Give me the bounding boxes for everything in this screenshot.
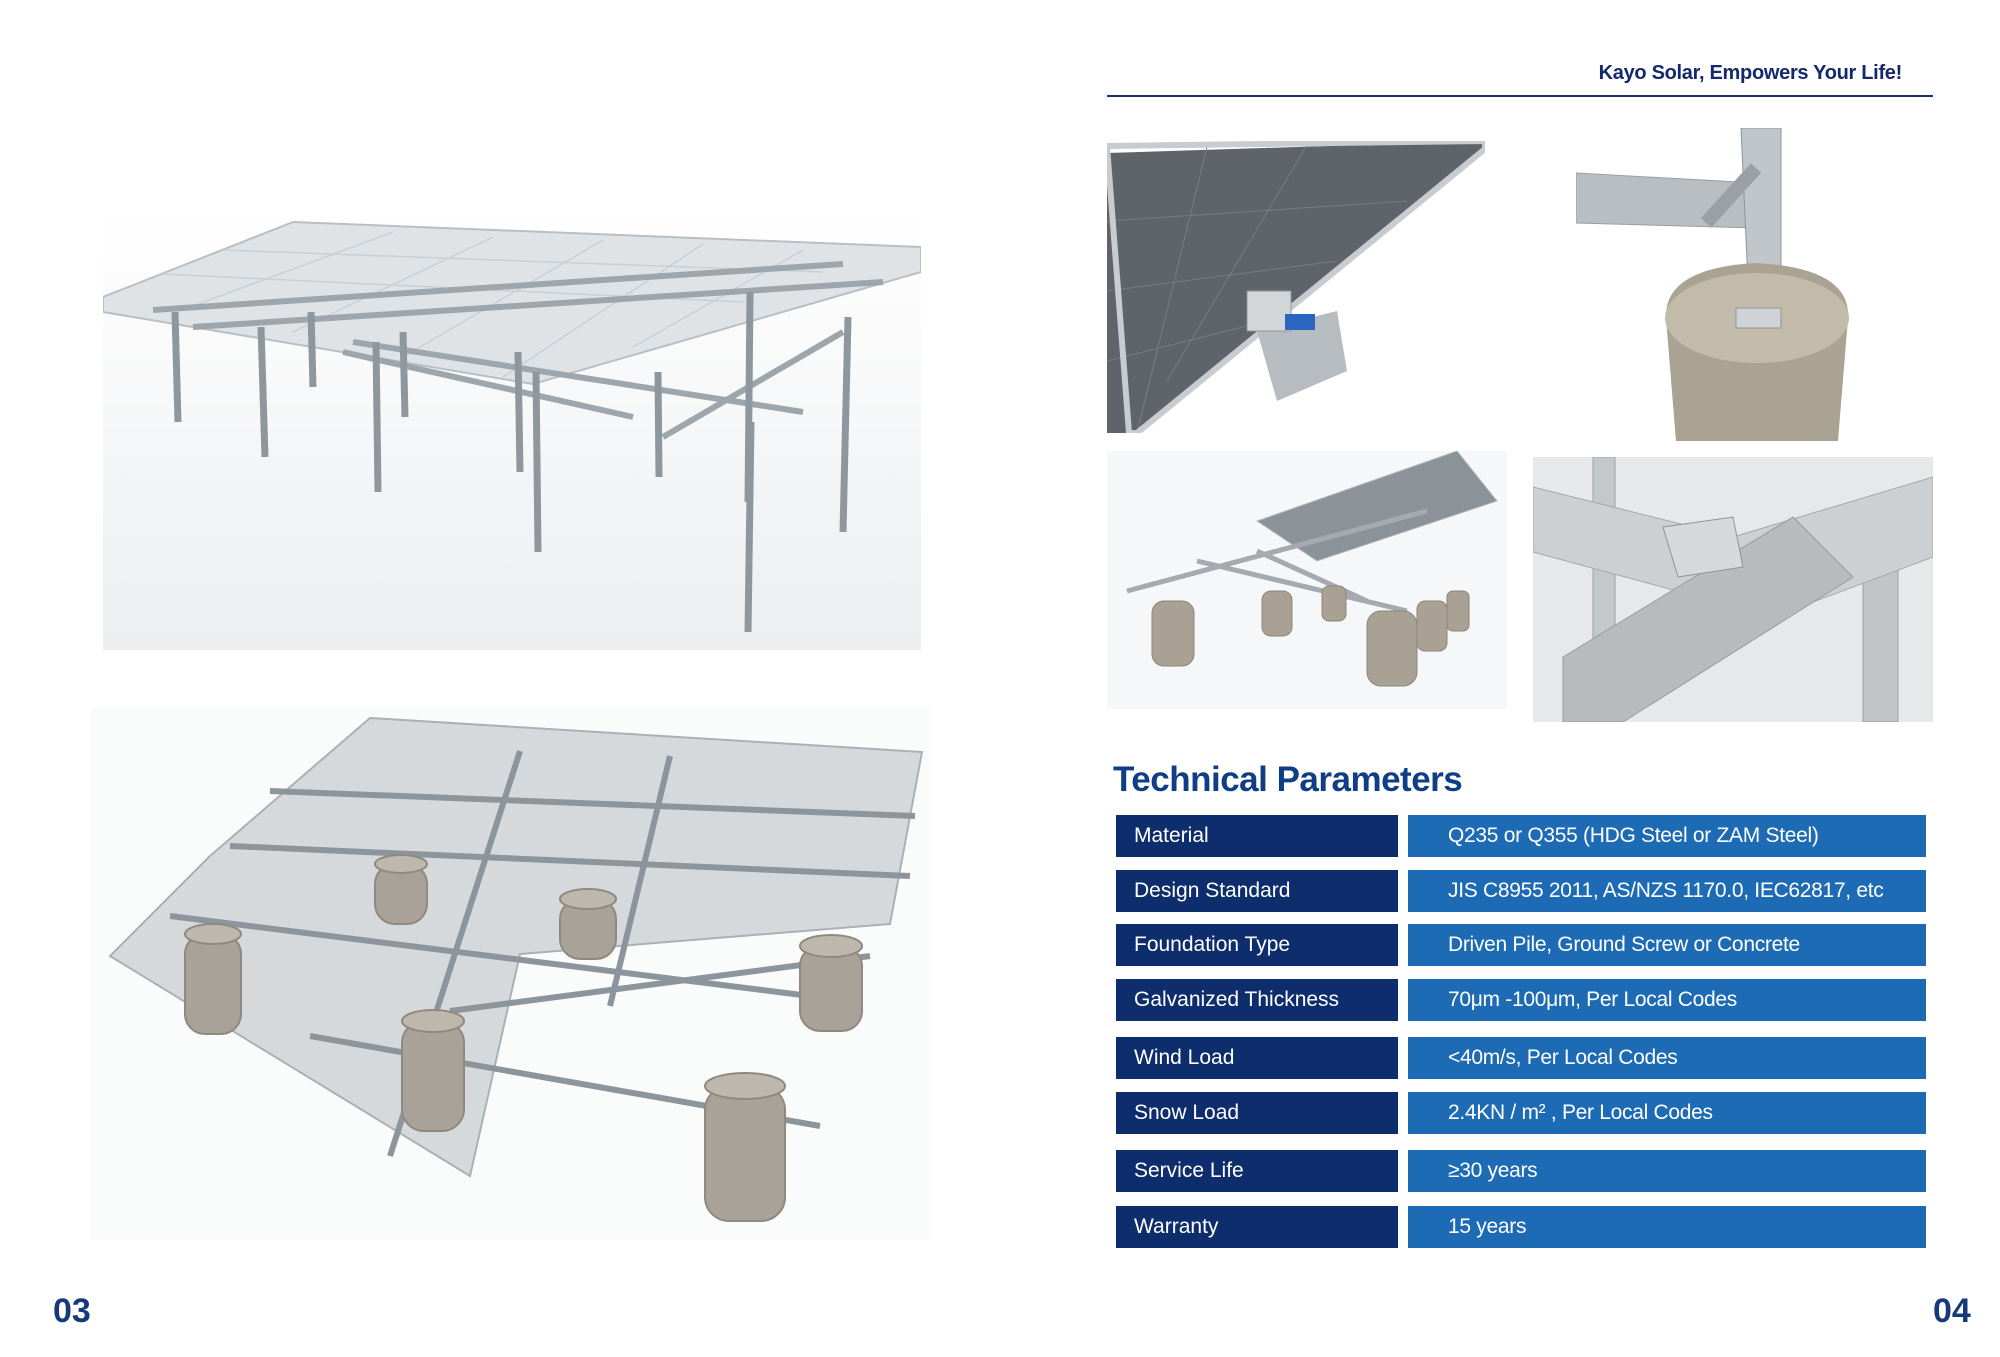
param-label: Material: [1116, 815, 1398, 857]
param-value: Driven Pile, Ground Screw or Concrete: [1408, 924, 1926, 966]
param-label: Galvanized Thickness: [1116, 979, 1398, 1021]
param-row-service-life: [1116, 1150, 1926, 1192]
param-row-galvanized-thickness: [1116, 979, 1926, 1021]
param-value: JIS C8955 2011, AS/NZS 1170.0, IEC62817, etc: [1408, 870, 1926, 912]
param-label: Service Life: [1116, 1150, 1398, 1192]
param-row-warranty: [1116, 1206, 1926, 1248]
param-row-wind-load: [1116, 1037, 1926, 1079]
param-label: Wind Load: [1116, 1037, 1398, 1079]
param-label: Foundation Type: [1116, 924, 1398, 966]
brand-tagline: Kayo Solar, Empowers Your Life!: [1598, 62, 1902, 84]
ballast-array-detail-image: [1107, 451, 1507, 709]
concrete-ballast-mount-image: [90, 706, 932, 1240]
param-row-foundation-type: [1116, 924, 1926, 966]
header-rule: [1107, 95, 1933, 97]
param-row-design-standard: [1116, 870, 1926, 912]
param-value: Q235 or Q355 (HDG Steel or ZAM Steel): [1408, 815, 1926, 857]
param-label: Snow Load: [1116, 1092, 1398, 1134]
param-value: ≥30 years: [1408, 1150, 1926, 1192]
concrete-foundation-post-detail-image: [1576, 128, 1933, 441]
page-number-right: 04: [1933, 1292, 1971, 1330]
param-row-snow-load: [1116, 1092, 1926, 1134]
param-value: 15 years: [1408, 1206, 1926, 1248]
ground-screw-mount-image: [103, 212, 921, 650]
param-row-material: [1116, 815, 1926, 857]
page-number-left: 03: [53, 1292, 91, 1330]
panel-clamp-detail-image: [1107, 141, 1485, 433]
rail-joint-detail-image: [1533, 457, 1933, 722]
param-label: Warranty: [1116, 1206, 1398, 1248]
param-value: 70μm -100μm, Per Local Codes: [1408, 979, 1926, 1021]
param-label: Design Standard: [1116, 870, 1398, 912]
param-value: 2.4KN / m² , Per Local Codes: [1408, 1092, 1926, 1134]
param-value: <40m/s, Per Local Codes: [1408, 1037, 1926, 1079]
technical-parameters-title: Technical Parameters: [1113, 760, 1463, 799]
